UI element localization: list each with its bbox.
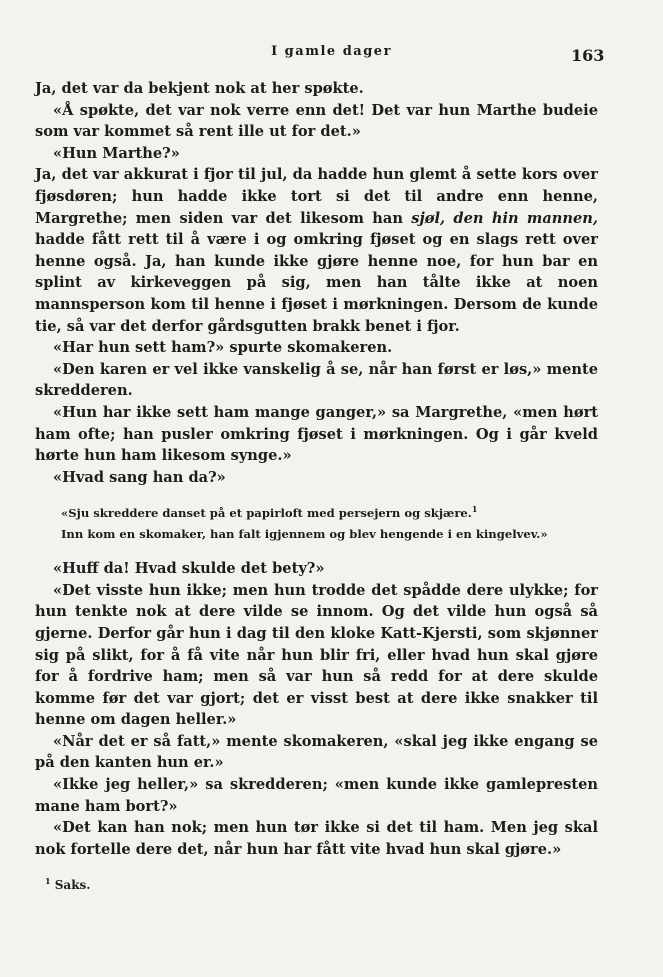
paragraph: «Det kan han nok; men hun tør ikke si det til ham. Men jeg skal nok fortelle dere det, når hun har fått vite hvad hun skal gjøre.» — [35, 819, 598, 858]
paragraph: «Å spøkte, det var nok verre enn det! Det var hun Marthe budeie som var kommet så rent ille ut for det.» — [35, 101, 598, 141]
paragraph-text: Ja, det var akkurat i fjor til jul, da hadde hun glemt å sette kors over fjøsdøren; hun hadde ikke tort si det til andre enn henne, Margrethe; men siden var det likesom han — [35, 166, 598, 227]
paragraph-text: hadde fått rett til å være i og omkring fjøset og en slags rett over henne også. Ja, han kunde ikke gjøre henne noe, for hun bar en splint av kirkeveggen på sig, men han tålte ikke at noen mannsperson kom til henne i fjøset i mørkningen. Dersom de kunde tie, så var det derfor gårdsgutten brakk benet i fjor. — [35, 231, 598, 335]
paragraph: «Hun har ikke sett ham mange ganger,» sa Margrethe, «men hørt ham ofte; han pusler omkring fjøset i mørkningen. Og i går kveld hørte hun ham likesom synge.» — [35, 403, 598, 465]
emphasized-text: sjøl, den hin mannen, — [411, 209, 599, 227]
page-number: 163 — [571, 46, 605, 65]
footnote — [45, 876, 90, 892]
paragraph: «Huff da! Hvad skulde det bety?» — [53, 560, 325, 578]
verse-line-text: «Sju skreddere danset på et papirloft med persejern og skjære. — [61, 506, 472, 521]
footnote-text: Saks. — [54, 878, 91, 892]
footnote-mark: 1 — [471, 504, 478, 515]
paragraph: «Det visste hun ikke; men hun trodde det spådde dere ulykke; for hun tenkte nok at dere vilde se innom. Og det vilde hun også så gjerne. Derfor går hun i dag til den kloke Katt-Kjersti, som skjønner sig på slikt, for å få vite når hun blir fri, eller hvad hun skal gjøre for å fordrive ham; men så var hun så redd for at dere skulde komme før det var gjort; det er visst best at dere ikke snakker til henne om dagen heller.» — [35, 581, 598, 729]
verse-quote — [35, 499, 598, 545]
paragraph: «Hun Marthe?» — [53, 144, 180, 162]
verse-line: Inn kom en skomaker, han falt igjennem og blev hengende i en kingelvev.» — [61, 527, 548, 542]
paragraph — [35, 164, 598, 337]
paragraph: «Ikke jeg heller,» sa skredderen; «men kunde ikke gamlepresten mane ham bort?» — [35, 776, 598, 815]
running-header: I gamle dager — [271, 44, 392, 59]
body-text — [35, 78, 598, 860]
paragraph: «Har hun sett ham?» spurte skomakeren. — [53, 339, 393, 357]
footnote-mark: 1 — [45, 876, 51, 886]
paragraph: «Den karen er vel ikke vanskelig å se, når han først er løs,» mente skredderen. — [35, 360, 598, 400]
paragraph: «Når det er så fatt,» mente skomakeren, «skal jeg ikke engang se på den kanten hun er.» — [35, 732, 598, 772]
paragraph: «Hvad sang han da?» — [53, 468, 226, 486]
verse-line — [61, 499, 598, 524]
paragraph: Ja, det var da bekjent nok at her spøkte. — [35, 80, 364, 97]
